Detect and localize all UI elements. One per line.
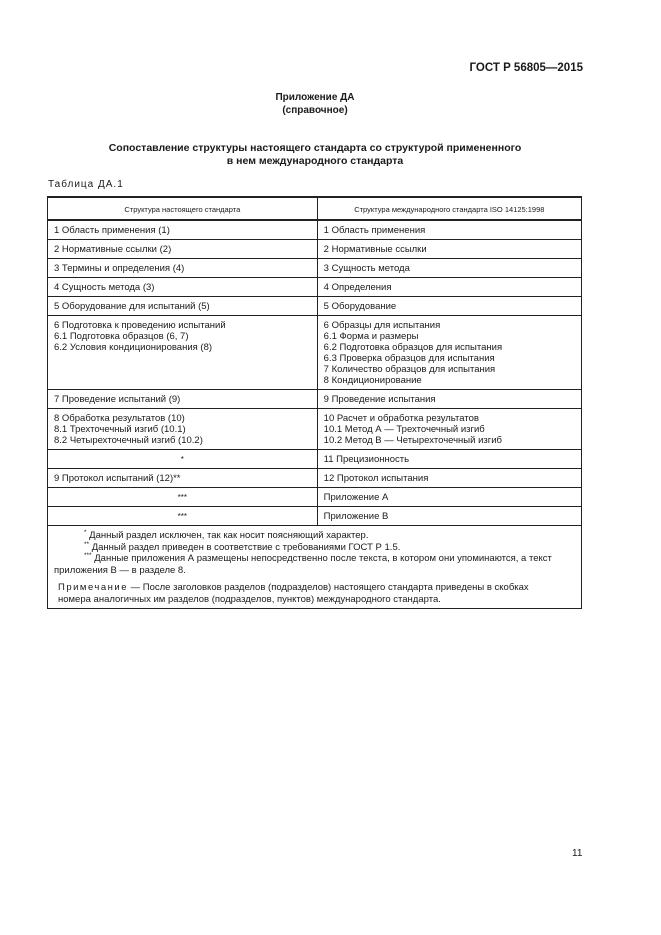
- cell-line: 6.2 Подготовка образцов для испытания: [323, 342, 503, 353]
- annex-title: Приложение ДА: [275, 92, 355, 103]
- table-row: [48, 240, 582, 259]
- table-cell-right: [317, 450, 581, 469]
- table-row: [48, 488, 582, 507]
- table-row: [48, 469, 582, 488]
- cell-line: 2 Нормативные ссылки: [323, 244, 427, 255]
- footnote-3-text-a: Данные приложения А размещены непосредственно после текста, в котором они упоминаются, а текст: [94, 553, 552, 564]
- cell-line: ***: [177, 493, 187, 502]
- cell-line: Приложение В: [323, 511, 389, 522]
- footnote-2-mark: **: [84, 540, 90, 548]
- table-cell-left: [48, 220, 318, 240]
- document-title: [48, 142, 582, 168]
- table-cell-right: [317, 240, 581, 259]
- cell-line: 10.1 Метод А — Трехточечный изгиб: [323, 424, 485, 435]
- cell-line: 5 Оборудование: [323, 301, 397, 312]
- table-cell-left: [48, 390, 318, 409]
- footnote-2: [54, 542, 575, 554]
- table-cell-left: [48, 488, 318, 507]
- cell-line: 12 Протокол испытания: [323, 473, 429, 484]
- title-line-1: Сопоставление структуры настоящего стандарта со структурой примененного: [108, 142, 522, 154]
- table-header-row: [48, 197, 582, 220]
- cell-line: 6.2 Условия кондиционирования (8): [54, 342, 213, 353]
- footnotes-row: [48, 526, 582, 609]
- cell-line: 3 Термины и определения (4): [54, 263, 185, 274]
- table-cell-left: [48, 450, 318, 469]
- table-row: [48, 450, 582, 469]
- table-row: [48, 409, 582, 450]
- footnote-3-continuation: приложения В — в разделе 8.: [54, 564, 186, 576]
- table-cell-left: [48, 278, 318, 297]
- table-cell-right: [317, 316, 581, 390]
- note-text-a: — После заголовков разделов (подразделов) настоящего стандарта приведены в скобках: [128, 582, 529, 593]
- table-row: [48, 220, 582, 240]
- table-cell-left: [48, 240, 318, 259]
- cell-line: 10.2 Метод В — Четырехточечный изгиб: [323, 435, 502, 446]
- cell-line: 9 Проведение испытания: [323, 394, 436, 405]
- cell-line: 8.2 Четырехточечный изгиб (10.2): [54, 435, 203, 446]
- cell-line: 7 Количество образцов для испытания: [323, 364, 496, 375]
- table-cell-right: [317, 409, 581, 450]
- table-row: [48, 507, 582, 526]
- note-text-b: номера аналогичных им разделов (подразделов, пунктов) международного стандарта.: [58, 593, 441, 605]
- table-cell-left: [48, 409, 318, 450]
- footnote-1: [54, 530, 575, 542]
- cell-line: *: [180, 455, 184, 464]
- cell-line: 10 Расчет и обработка результатов: [323, 413, 479, 424]
- page-number: 11: [572, 848, 583, 859]
- table-cell-right: [317, 220, 581, 240]
- footnote-1-text: Данный раздел исключен, так как носит поясняющий характер.: [89, 530, 369, 541]
- cell-line: 1 Область применения: [323, 225, 426, 236]
- cell-line: 6.1 Форма и размеры: [323, 331, 419, 342]
- footnote-3-mark: ***: [84, 551, 92, 559]
- comparison-table: [47, 196, 582, 609]
- annex-subtitle: (справочное): [282, 105, 348, 116]
- header-left: Структура настоящего стандарта: [48, 197, 318, 220]
- cell-line: 8.1 Трехточечный изгиб (10.1): [54, 424, 186, 435]
- table-cell-left: [48, 469, 318, 488]
- table-row: [48, 278, 582, 297]
- table-row: [48, 316, 582, 390]
- note-label: Примечание: [58, 582, 128, 593]
- table-cell-left: [48, 297, 318, 316]
- footnotes-cell: [48, 526, 582, 609]
- table-cell-right: [317, 259, 581, 278]
- cell-line: ***: [177, 512, 187, 521]
- cell-line: 11 Прецизионность: [323, 454, 410, 465]
- cell-line: 2 Нормативные ссылки (2): [54, 244, 172, 255]
- standard-code: ГОСТ Р 56805—2015: [469, 62, 583, 74]
- cell-line: 4 Определения: [323, 282, 392, 293]
- cell-line: 6 Подготовка к проведению испытаний: [54, 320, 226, 331]
- table-cell-right: [317, 507, 581, 526]
- table-caption: Таблица ДА.1: [48, 179, 124, 190]
- footnote-3: [54, 553, 575, 565]
- table-row: [48, 390, 582, 409]
- table-row: [48, 297, 582, 316]
- table-cell-right: [317, 469, 581, 488]
- cell-line: Приложение А: [323, 492, 389, 503]
- table-cell-left: [48, 259, 318, 278]
- title-line-2: в нем международного стандарта: [226, 155, 404, 167]
- header-right: Структура международного стандарта ISO 14125:1998: [317, 197, 581, 220]
- cell-line: 6.3 Проверка образцов для испытания: [323, 353, 495, 364]
- table-cell-right: [317, 390, 581, 409]
- cell-line: 9 Протокол испытаний (12)**: [54, 473, 181, 484]
- cell-line: 4 Сущность метода (3): [54, 282, 155, 293]
- cell-line: 7 Проведение испытаний (9): [54, 394, 181, 405]
- table-cell-left: [48, 507, 318, 526]
- cell-line: 8 Кондиционирование: [323, 375, 422, 386]
- table-cell-right: [317, 488, 581, 507]
- cell-line: 1 Область применения (1): [54, 225, 170, 236]
- table-body: [48, 220, 582, 526]
- cell-line: 5 Оборудование для испытаний (5): [54, 301, 210, 312]
- footnote-2-text: Данный раздел приведен в соответствие с требованиями ГОСТ Р 1.5.: [91, 541, 401, 553]
- table-row: [48, 259, 582, 278]
- table-cell-right: [317, 297, 581, 316]
- table-note: [54, 582, 575, 605]
- table-cell-left: [48, 316, 318, 390]
- cell-line: 8 Обработка результатов (10): [54, 413, 185, 424]
- table-cell-right: [317, 278, 581, 297]
- cell-line: 6 Образцы для испытания: [323, 320, 441, 331]
- cell-line: 3 Сущность метода: [323, 263, 410, 274]
- cell-line: 6.1 Подготовка образцов (6, 7): [54, 331, 189, 342]
- footnote-1-mark: *: [84, 528, 87, 536]
